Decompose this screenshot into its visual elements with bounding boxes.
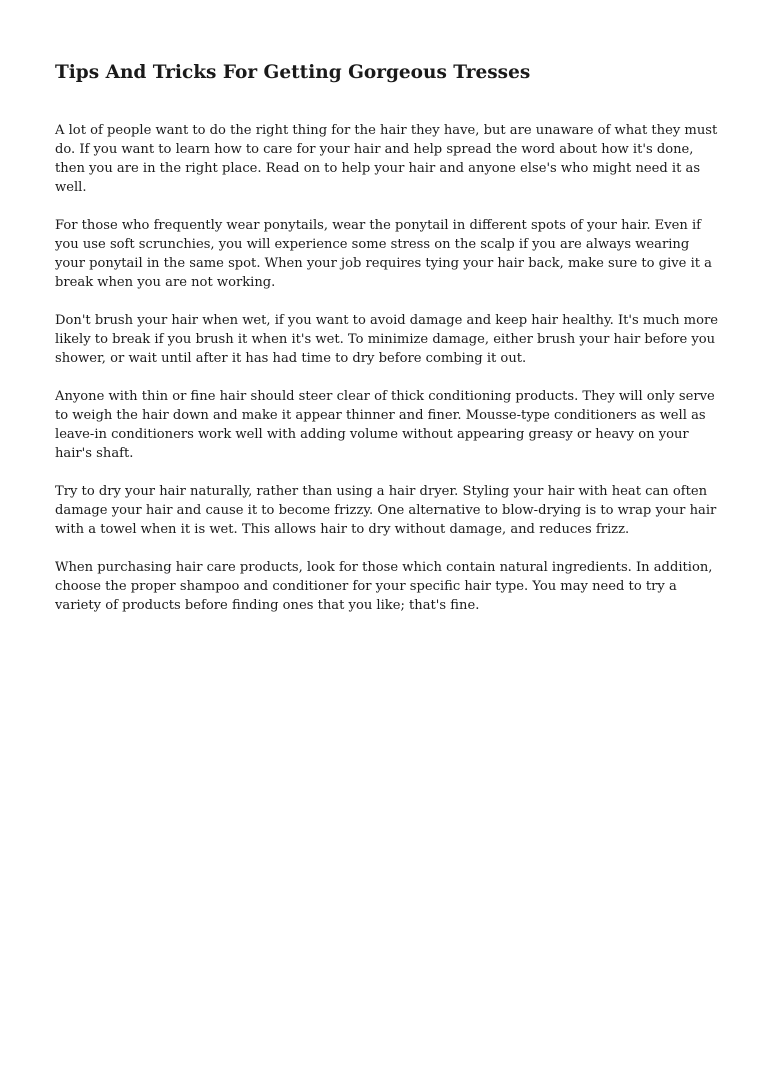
paragraph-2: For those who frequently wear ponytails, wear the ponytail in different spots of your hair. Even if you use soft scrunchies, you will experience some stress on the scalp if you are always wearing your ponytail in the same spot. When your job requires tying your hair back, make sure to give it a break when you are not working.: [55, 218, 712, 290]
document-title: Tips And Tricks For Getting Gorgeous Tresses: [55, 62, 531, 83]
paragraph-3: Don't brush your hair when wet, if you want to avoid damage and keep hair healthy. It's much more likely to break if you brush it when it's wet. To minimize damage, either brush your hair before you shower, or wait until after it has had time to dry before combing it out.: [55, 313, 718, 366]
document-body: [55, 121, 719, 615]
paragraph-5: Try to dry your hair naturally, rather than using a hair dryer. Styling your hair with heat can often damage your hair and cause it to become frizzy. One alternative to blow-drying is to wrap your hair with a towel when it is wet. This allows hair to dry without damage, and reduces frizz.: [55, 484, 717, 537]
document-page: [55, 58, 719, 634]
paragraph-4: Anyone with thin or fine hair should steer clear of thick conditioning products. They will only serve to weigh the hair down and make it appear thinner and finer. Mousse-type conditioners as well as leave-in conditioners work well with adding volume without appearing greasy or heavy on your hair's shaft.: [55, 389, 715, 461]
paragraph-1: A lot of people want to do the right thing for the hair they have, but are unaware of what they must do. If you want to learn how to care for your hair and help spread the word about how it's done, then you are in the right place. Read on to help your hair and anyone else's who might need it as well.: [55, 123, 718, 195]
paragraph-6: When purchasing hair care products, look for those which contain natural ingredients. In addition, choose the proper shampoo and conditioner for your specific hair type. You may need to try a variety of products before finding ones that you like; that's fine.: [55, 560, 713, 613]
